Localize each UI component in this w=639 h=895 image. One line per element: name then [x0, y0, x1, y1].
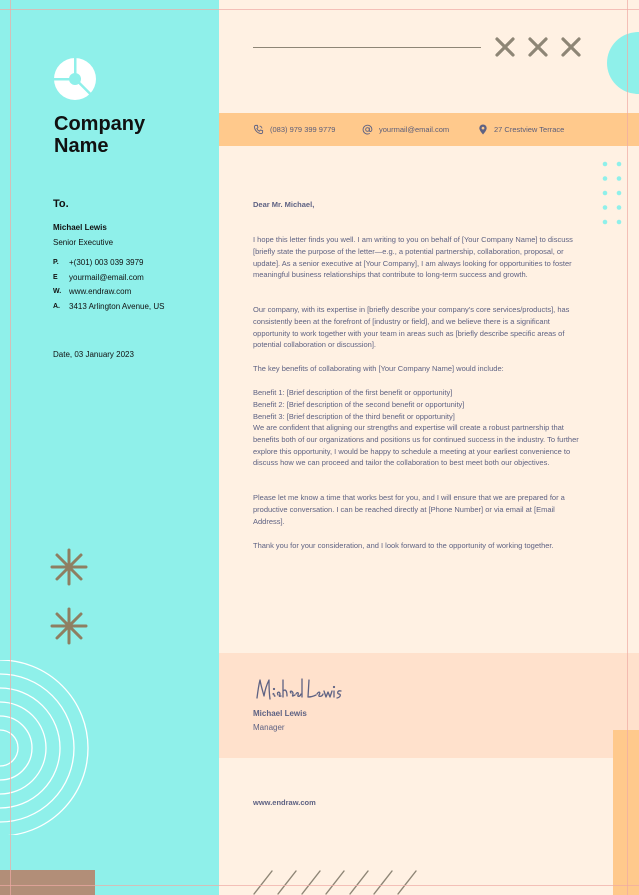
recipient-title: Senior Executive [53, 238, 114, 247]
company-logo-icon [53, 57, 97, 101]
benefit-item: Benefit 2: [Brief description of the second benefit or opportunity] [253, 400, 465, 409]
location-pin-icon [478, 124, 488, 135]
website-value[interactable]: www.endraw.com [69, 287, 132, 296]
guide-line [0, 885, 639, 886]
phone-icon [253, 124, 264, 135]
header-email-text[interactable]: yourmail@email.com [379, 125, 450, 134]
letter-greeting: Dear Mr. Michael, [253, 200, 315, 209]
guide-line [627, 0, 628, 895]
dots-grid-decor [601, 160, 627, 226]
teal-circle-decor [607, 32, 639, 94]
orange-side-block [613, 730, 639, 895]
signatory-name: Michael Lewis [253, 709, 307, 718]
recipient-phone [53, 258, 144, 267]
header-address-text: 27 Crestview Terrace [494, 125, 565, 134]
recipient-email [53, 273, 144, 282]
phone-value: +(301) 003 039 3979 [69, 258, 144, 267]
header-email [362, 113, 449, 146]
asterisk-decor-icon [50, 548, 88, 586]
letter-date: Date, 03 January 2023 [53, 350, 134, 359]
benefit-item: Benefit 1: [Brief description of the first benefit or opportunity] [253, 388, 453, 397]
recipient-website [53, 287, 131, 296]
letter-paragraph: Our company, with its expertise in [briefly describe your company's core services/products], has consistently been at the forefront of [industry or field], and we believe there is a significant opportunity to work together with your team in areas such as [briefly describe specific areas of potential collaboration or discussion]. [253, 305, 570, 350]
handwritten-signature [253, 676, 343, 706]
brown-corner-block [0, 870, 95, 895]
signatory-role: Manager [253, 723, 285, 732]
header-rule [253, 47, 481, 48]
letter-paragraph: Please let me know a time that works best for you, and I will ensure that we are prepared for a productive conversation. I can be reached directly at [Phone Number] or via email at [Email Address]. [253, 493, 565, 526]
x-decor-icon [561, 37, 581, 57]
benefit-item: Benefit 3: [Brief description of the third benefit or opportunity] [253, 412, 455, 421]
x-decor-icon [495, 37, 515, 57]
company-name-line1: Company [54, 113, 146, 135]
header-address [478, 113, 564, 146]
recipient-address [53, 302, 164, 311]
address-value: 3413 Arlington Avenue, US [69, 302, 165, 311]
footer-website[interactable]: www.endraw.com [253, 798, 316, 807]
email-key: E [53, 274, 58, 281]
website-key: W. [53, 288, 62, 295]
company-name-line2: Name [54, 135, 109, 157]
letter-paragraph: I hope this letter finds you well. I am writing to you on behalf of [Your Company Name] to discuss [briefly state the purpose of the letter—e.g., a potential partnership, collaboration, proposal, or update]. As a senior executive at [Your Company], I am always looking for opportunities to foster meaningful business relationships that contribute to long-term success and growth. [253, 235, 573, 280]
letter-paragraph: Thank you for your consideration, and I look forward to the opportunity of working together. [253, 541, 554, 550]
phone-key: P. [53, 259, 59, 266]
sidebar [0, 0, 219, 895]
company-name [54, 113, 145, 157]
to-label: To. [53, 198, 69, 210]
header-phone [253, 113, 335, 146]
letter-paragraph: The key benefits of collaborating with [Your Company Name] would include: [253, 364, 504, 373]
address-key: A. [53, 303, 60, 310]
concentric-circles-decor-icon [0, 660, 95, 835]
x-decor-icon [528, 37, 548, 57]
recipient-name: Michael Lewis [53, 223, 107, 232]
letter-paragraph: We are confident that aligning our strengths and expertise will create a robust partnership that benefits both of our organizations and positions us for continued success in the industry. To further explore this opportunity, I would be happy to schedule a meeting at your earliest convenience to discuss how we can proceed and tailor the collaboration to best meet both our objectives. [253, 423, 579, 468]
guide-line [0, 9, 639, 10]
asterisk-decor-icon [50, 607, 88, 645]
slash-lines-decor [250, 868, 425, 895]
email-value[interactable]: yourmail@email.com [69, 273, 144, 282]
contact-bar [219, 113, 639, 146]
guide-line [10, 0, 11, 895]
at-sign-icon [362, 124, 373, 135]
header-phone-text: (083) 979 399 9779 [270, 125, 336, 134]
